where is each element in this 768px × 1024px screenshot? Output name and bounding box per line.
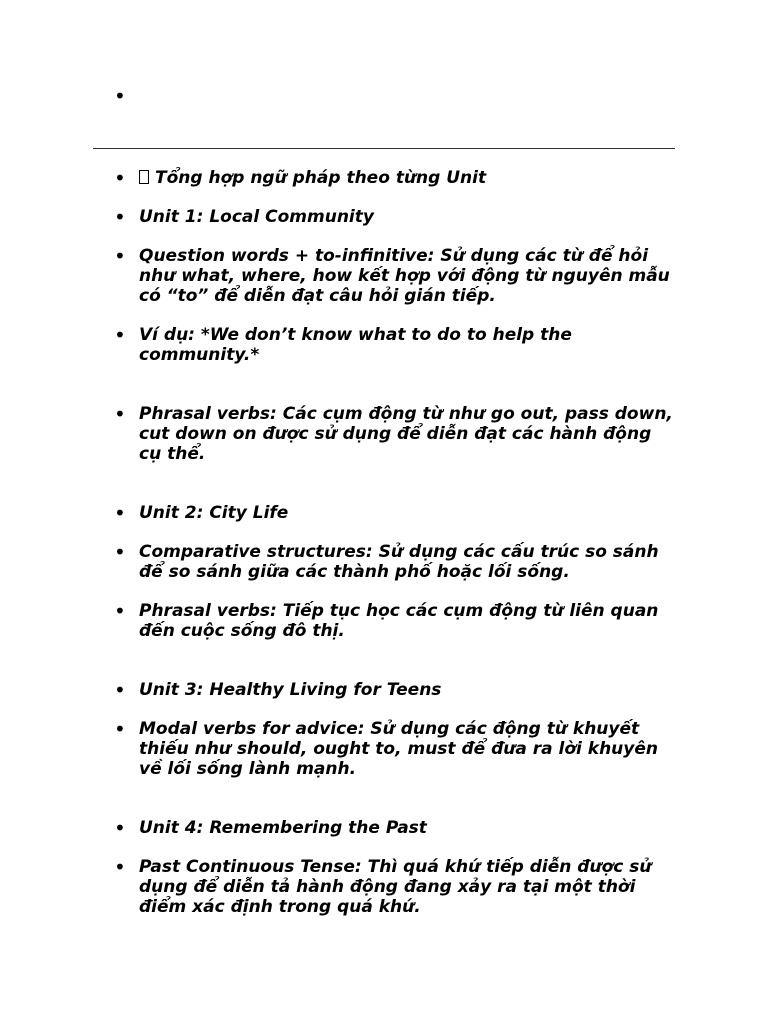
grammar-point-item: • Question words + to-infinitive: Sử dụng các từ để hỏi như what, where, how kết hợp với động từ nguyên mẫu có “to” để diễn đạt câu hỏi gián tiếp.: [0, 246, 768, 306]
missing-glyph-icon: [139, 170, 149, 184]
example-item: • Ví dụ: *We don’t know what to do to help the community.*: [0, 325, 768, 365]
grammar-point-item: • Past Continuous Tense: Thì quá khứ tiếp diễn được sử dụng để diễn tả hành động đang xảy ra tại một thời điểm xác định trong quá khứ.: [0, 857, 768, 917]
horizontal-rule: [93, 148, 675, 149]
unit-heading-item: • Unit 3: Healthy Living for Teens: [0, 680, 768, 700]
grammar-point-item: • Modal verbs for advice: Sử dụng các động từ khuyết thiếu như should, ought to, must để đưa ra lời khuyên về lối sống lành mạnh.: [0, 719, 768, 779]
section-title: Tổng hợp ngữ pháp theo từng Unit: [155, 168, 487, 188]
unit-heading-item: • Unit 4: Remembering the Past: [0, 818, 768, 838]
grammar-point-item: • Comparative structures: Sử dụng các cấu trúc so sánh để so sánh giữa các thành phố hoặc lối sống.: [0, 542, 768, 582]
section-title-item: [0, 168, 768, 188]
unit-heading-item: • Unit 1: Local Community: [0, 207, 768, 227]
unit-heading-item: • Unit 2: City Life: [0, 503, 768, 523]
grammar-point-item: • Phrasal verbs: Các cụm động từ như go out, pass down, cut down on được sử dụng để diễn đạt các hành động cụ thể.: [0, 404, 768, 464]
grammar-summary-list: [0, 168, 768, 936]
grammar-point-item: • Phrasal verbs: Tiếp tục học các cụm động từ liên quan đến cuộc sống đô thị.: [0, 601, 768, 641]
